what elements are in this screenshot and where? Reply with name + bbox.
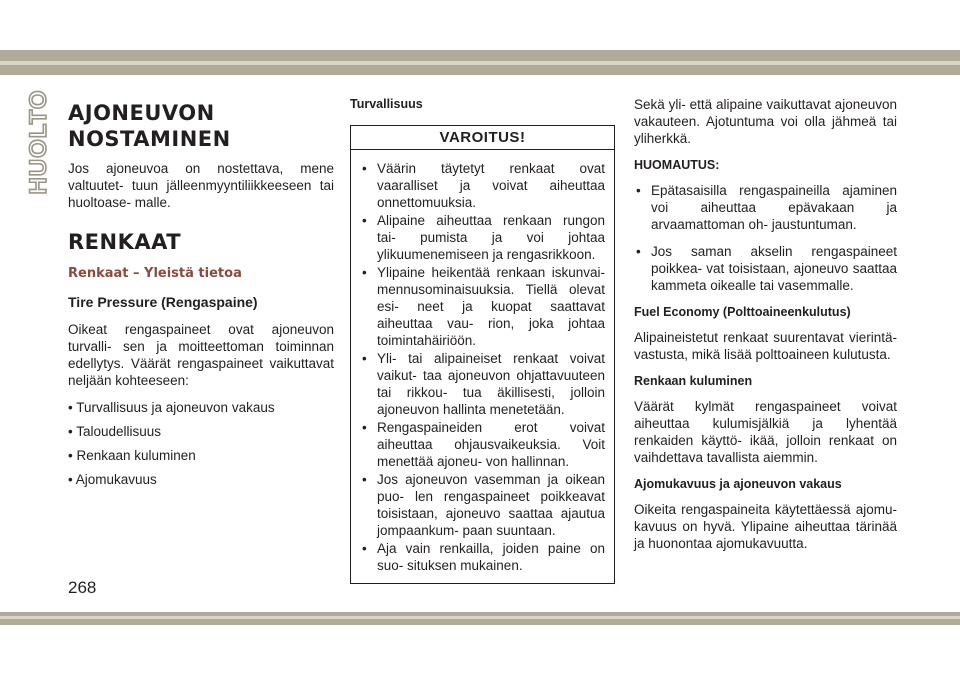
list-item: • Renkaan kuluminen	[68, 448, 196, 463]
lifting-text: Jos ajoneuvoa on nostettava, mene valtuutet- tuun jälleenmyyntiliikkeeseen tai huoltoase- malle.	[68, 161, 334, 210]
tire-wear-text: Väärät kylmät rengaspaineet voivat aiheuttaa kulumisjälkiä ja lyhentää renkaiden käyttö- ikää, jolloin renkaat on vaihdettava tavallista aiemmin.	[634, 399, 897, 465]
list-item: • Epätasaisilla rengaspaineilla ajaminen voi aiheuttaa epävakaan ja arvaamattoman oh- jaustuntuman.	[636, 183, 897, 232]
warning-item-text: Yli- tai alipaineiset renkaat voivat vaikut- taa ajoneuvon ohjattavuuteen tai rikkou- tua äkillisesti, jolloin ajoneuvon hallinta menetetään.	[377, 351, 605, 417]
list-item: • Ylipaine heikentää renkaan iskunvai- mennusominaisuuksia. Tiellä olevat esi- neet ja kuopat saattavat aiheuttaa vau- rion, joka johtaa toimintahäiriöön.	[362, 265, 605, 348]
comfort-heading: Ajomukavuus ja ajoneuvon vakaus	[634, 477, 842, 491]
comfort-text: Oikeita rengaspaineita käytettäessä ajomu- kavuus on hyvä. Ylipaine aiheuttaa tärinää ja huonontaa ajomukavuutta.	[634, 502, 897, 551]
header-band	[0, 50, 960, 75]
pressure-effects-list	[68, 399, 334, 488]
warning-box	[350, 125, 615, 584]
warning-item-text: Aja vain renkailla, joiden paine on suo- situksen mukainen.	[377, 541, 605, 573]
column-right	[634, 96, 897, 562]
tire-pressure-text: Oikeat rengaspaineet ovat ajoneuvon turvalli- sen ja moitteettoman toiminnan edellytys. Väärät rengaspaineet vaikuttavat neljään kohteeseen:	[68, 322, 334, 388]
tire-wear-heading: Renkaan kuluminen	[634, 374, 753, 388]
list-item: • Taloudellisuus	[68, 424, 162, 439]
warning-list	[360, 160, 605, 574]
warning-item-text: Alipaine aiheuttaa renkaan rungon tai- pumista ja voi johtaa ylikuumenemiseen ja rengasrikkoon.	[377, 213, 605, 262]
warning-item-text: Jos ajoneuvon vasemman ja oikean puo- len rengaspaineet poikkeavat toisistaan, ajoneuvo saattaa ajautua jompaankum- paan suuntaan.	[377, 472, 605, 538]
warning-item-text: Väärin täytetyt renkaat ovat vaaralliset ja voivat aiheuttaa onnettomuuksia.	[377, 161, 605, 210]
section-side-tab	[24, 89, 54, 195]
section-side-tab-label: HUOLTO	[25, 89, 52, 195]
list-item: • Ajomukavuus	[68, 472, 157, 487]
lifting-title	[68, 100, 334, 152]
list-item: • Aja vain renkailla, joiden paine on suo- situksen mukainen.	[362, 541, 605, 573]
list-item: • Jos ajoneuvon vasemman ja oikean puo- len rengaspaineet poikkeavat toisistaan, ajoneuvo saattaa ajautua jompaankum- paan suuntaan.	[362, 472, 605, 538]
note-item-text: Jos saman akselin rengaspaineet poikkea- vat toisistaan, ajoneuvo saattaa kammeta oikealle tai vasemmalle.	[651, 244, 897, 293]
page-number: 268	[68, 578, 97, 597]
note-item-text: Epätasaisilla rengaspaineilla ajaminen voi aiheuttaa epävakaan ja arvaamattoman oh- jaustuntuman.	[651, 183, 897, 232]
fuel-economy-text: Alipaineistetut renkaat suurentavat vierintä- vastusta, mikä lisää polttoaineen kulutusta.	[634, 330, 897, 362]
warning-item-text: Ylipaine heikentää renkaan iskunvai- mennusominaisuuksia. Tiellä olevat esi- neet ja kuopat saattavat aiheuttaa vau- rion, joka johtaa toimintahäiriöön.	[377, 265, 605, 348]
lifting-title-line-1: AJONEUVON	[68, 101, 215, 125]
list-item: • Rengaspaineiden erot voivat aiheuttaa ohjausvaikeuksia. Voit menettää ajoneu- von hallinnan.	[362, 420, 605, 469]
list-item: • Jos saman akselin rengaspaineet poikkea- vat toisistaan, ajoneuvo saattaa kammeta oikealle tai vasemmalle.	[636, 244, 897, 293]
footer-band-stripe	[0, 616, 960, 619]
tire-pressure-heading: Tire Pressure (Rengaspaine)	[68, 294, 258, 310]
tires-general-subtitle: Renkaat – Yleistä tietoa	[68, 266, 242, 281]
footer-band	[0, 612, 960, 625]
header-band-stripe	[0, 61, 960, 65]
note-heading: HUOMAUTUS:	[634, 158, 720, 172]
column-middle	[350, 96, 615, 584]
list-item: • Turvallisuus ja ajoneuvon vakaus	[68, 400, 275, 415]
safety-heading: Turvallisuus	[350, 97, 423, 111]
list-item: • Alipaine aiheuttaa renkaan rungon tai- pumista ja voi johtaa ylikuumenemiseen ja rengasrikkoon.	[362, 213, 605, 262]
list-item: • Yli- tai alipaineiset renkaat voivat vaikut- taa ajoneuvon ohjattavuuteen tai rikkou- tua äkillisesti, jolloin ajoneuvon hallinta menetetään.	[362, 351, 605, 417]
tires-title: RENKAAT	[68, 230, 182, 254]
column-left	[68, 96, 334, 495]
warning-item-text: Rengaspaineiden erot voivat aiheuttaa ohjausvaikeuksia. Voit menettää ajoneu- von hallinnan.	[377, 420, 605, 469]
stability-intro: Sekä yli- että alipaine vaikuttavat ajoneuvon vakauteen. Ajotuntuma voi olla jähmeä tai yliherkkä.	[634, 97, 897, 146]
warning-title: VAROITUS!	[351, 126, 614, 150]
list-item: • Väärin täytetyt renkaat ovat vaaralliset ja voivat aiheuttaa onnettomuuksia.	[362, 161, 605, 210]
fuel-economy-heading: Fuel Economy (Polttoaineenkulutus)	[634, 305, 851, 319]
lifting-title-line-2: NOSTAMINEN	[68, 127, 231, 151]
